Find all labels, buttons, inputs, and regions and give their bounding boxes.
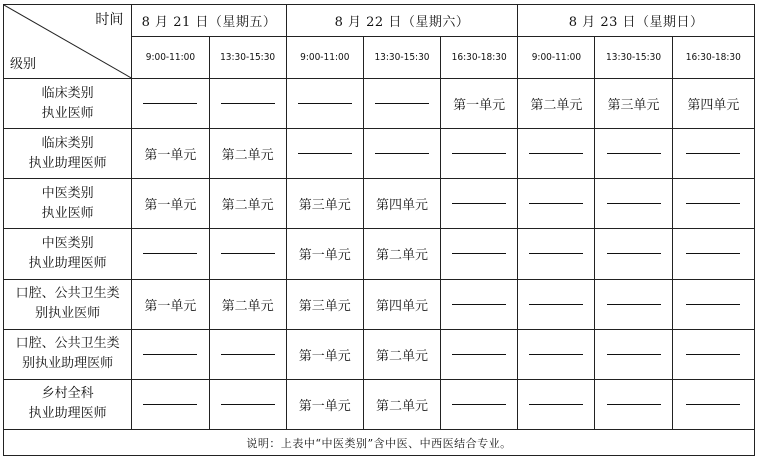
session-unit-cell: 第一单元 [441, 79, 518, 129]
day-header: 8 月 23 日（星期日） [518, 5, 755, 37]
dash-line [529, 203, 583, 204]
category-line: 执业医师 [41, 105, 94, 121]
dash-line [143, 253, 197, 254]
category-line: 执业助理医师 [28, 155, 107, 171]
session-unit-cell: 第一单元 [132, 129, 209, 179]
category-cell [4, 129, 132, 179]
dash-line [375, 153, 429, 154]
dash-line [686, 304, 740, 305]
session-unit-cell: 第一单元 [132, 179, 209, 229]
category-line: 中医类别 [41, 185, 94, 201]
time-slot-header: 16:30-18:30 [441, 37, 518, 79]
category-line: 乡村全科 [41, 386, 94, 402]
dash-line [143, 404, 197, 405]
dash-line [452, 304, 506, 305]
no-session-cell [209, 329, 286, 379]
time-slot-header: 16:30-18:30 [672, 37, 754, 79]
session-unit-cell: 第三单元 [286, 279, 363, 329]
category-line: 临床类别 [41, 85, 94, 101]
no-session-cell [209, 379, 286, 429]
session-unit-cell: 第一单元 [286, 229, 363, 279]
dash-line [298, 153, 352, 154]
no-session-cell [518, 379, 595, 429]
dash-line [607, 203, 661, 204]
dash-line [452, 404, 506, 405]
table-row [4, 379, 755, 429]
dash-line [607, 304, 661, 305]
table-row [4, 179, 755, 229]
dash-line [529, 253, 583, 254]
category-line: 别执业助理医师 [22, 356, 114, 372]
dash-line [607, 253, 661, 254]
dash-line [221, 404, 275, 405]
dash-line [221, 103, 275, 104]
dash-line [221, 253, 275, 254]
no-session-cell [518, 129, 595, 179]
dash-line [143, 103, 197, 104]
dash-line [529, 153, 583, 154]
dash-line [529, 404, 583, 405]
no-session-cell [672, 229, 754, 279]
session-unit-cell: 第二单元 [209, 279, 286, 329]
session-unit-cell: 第四单元 [363, 179, 440, 229]
no-session-cell [595, 379, 672, 429]
table-row [4, 279, 755, 329]
day-header: 8 月 21 日（星期五） [132, 5, 286, 37]
corner-level-label: 级别 [10, 57, 37, 72]
session-unit-cell: 第三单元 [595, 79, 672, 129]
no-session-cell [441, 229, 518, 279]
category-line: 临床类别 [41, 135, 94, 151]
no-session-cell [518, 229, 595, 279]
no-session-cell [441, 329, 518, 379]
dash-line [452, 354, 506, 355]
no-session-cell [672, 329, 754, 379]
day-header: 8 月 22 日（星期六） [286, 5, 518, 37]
no-session-cell [595, 329, 672, 379]
category-cell [4, 229, 132, 279]
note-row [4, 430, 755, 456]
no-session-cell [441, 379, 518, 429]
dash-line [529, 304, 583, 305]
no-session-cell [518, 179, 595, 229]
no-session-cell [672, 379, 754, 429]
session-unit-cell: 第一单元 [286, 329, 363, 379]
table-row [4, 79, 755, 129]
header-row-days [4, 5, 755, 37]
category-line: 执业助理医师 [28, 406, 107, 422]
no-session-cell [441, 179, 518, 229]
no-session-cell [209, 79, 286, 129]
category-line: 别执业医师 [35, 306, 101, 322]
dash-line [686, 203, 740, 204]
category-line: 执业医师 [41, 205, 94, 221]
table-row [4, 329, 755, 379]
session-unit-cell: 第二单元 [363, 379, 440, 429]
no-session-cell [595, 179, 672, 229]
no-session-cell [518, 329, 595, 379]
time-slot-header: 13:30-15:30 [595, 37, 672, 79]
no-session-cell [441, 129, 518, 179]
dash-line [452, 153, 506, 154]
table-row [4, 129, 755, 179]
category-cell [4, 379, 132, 429]
time-slot-header: 9:00-11:00 [518, 37, 595, 79]
no-session-cell [595, 229, 672, 279]
dash-line [529, 354, 583, 355]
no-session-cell [286, 129, 363, 179]
no-session-cell [132, 229, 209, 279]
dash-line [607, 404, 661, 405]
category-cell [4, 279, 132, 329]
exam-schedule-table [3, 4, 755, 456]
table-note: 说明：上表中“中医类别”含中医、中西医结合专业。 [4, 430, 755, 456]
session-unit-cell: 第二单元 [209, 179, 286, 229]
corner-header-cell [4, 5, 132, 79]
no-session-cell [286, 79, 363, 129]
session-unit-cell: 第四单元 [363, 279, 440, 329]
session-unit-cell: 第一单元 [132, 279, 209, 329]
dash-line [375, 103, 429, 104]
session-unit-cell: 第三单元 [286, 179, 363, 229]
corner-time-label: 时间 [95, 12, 124, 28]
table-row [4, 229, 755, 279]
no-session-cell [672, 179, 754, 229]
category-line: 执业助理医师 [28, 255, 107, 271]
session-unit-cell: 第四单元 [672, 79, 754, 129]
time-slot-header: 9:00-11:00 [286, 37, 363, 79]
category-cell [4, 79, 132, 129]
dash-line [452, 253, 506, 254]
category-line: 口腔、公共卫生类 [15, 336, 120, 352]
no-session-cell [363, 129, 440, 179]
no-session-cell [132, 379, 209, 429]
no-session-cell [132, 329, 209, 379]
dash-line [686, 153, 740, 154]
no-session-cell [595, 129, 672, 179]
dash-line [607, 153, 661, 154]
session-unit-cell: 第一单元 [286, 379, 363, 429]
time-slot-header: 13:30-15:30 [363, 37, 440, 79]
category-line: 中医类别 [41, 235, 94, 251]
dash-line [298, 103, 352, 104]
time-slot-header: 9:00-11:00 [132, 37, 209, 79]
dash-line [686, 253, 740, 254]
no-session-cell [363, 79, 440, 129]
dash-line [686, 354, 740, 355]
no-session-cell [595, 279, 672, 329]
dash-line [686, 404, 740, 405]
category-cell [4, 179, 132, 229]
dash-line [452, 203, 506, 204]
no-session-cell [672, 129, 754, 179]
no-session-cell [441, 279, 518, 329]
session-unit-cell: 第二单元 [209, 129, 286, 179]
no-session-cell [132, 79, 209, 129]
category-cell [4, 329, 132, 379]
no-session-cell [672, 279, 754, 329]
dash-line [143, 354, 197, 355]
session-unit-cell: 第二单元 [363, 329, 440, 379]
session-unit-cell: 第二单元 [363, 229, 440, 279]
no-session-cell [209, 229, 286, 279]
dash-line [221, 354, 275, 355]
category-line: 口腔、公共卫生类 [15, 286, 120, 302]
dash-line [607, 354, 661, 355]
session-unit-cell: 第二单元 [518, 79, 595, 129]
time-slot-header: 13:30-15:30 [209, 37, 286, 79]
no-session-cell [518, 279, 595, 329]
